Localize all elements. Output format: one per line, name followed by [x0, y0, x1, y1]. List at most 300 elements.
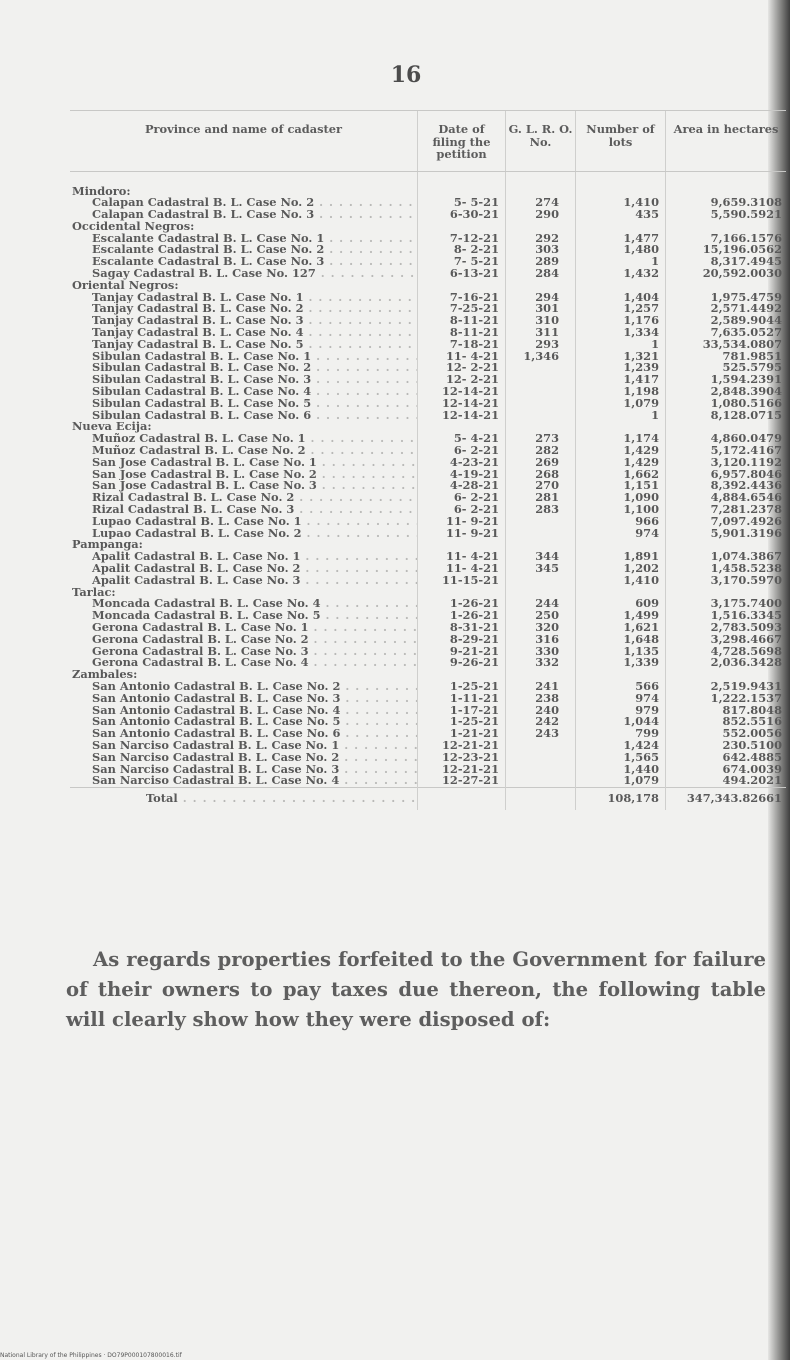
province-name: Nueva Ecija: [72, 421, 152, 434]
cell-name [70, 528, 418, 540]
cell-date: 9-21-21 [418, 646, 506, 658]
cell-name [70, 398, 418, 410]
cell-name [70, 362, 418, 374]
paragraph-text: As regards properties forfeited to the Government for failure of their owners to pay taxes due thereon, the following table will clearly show how they were disposed of: [66, 948, 766, 1031]
cell-glro [506, 775, 576, 787]
cell-date: 1-25-21 [418, 681, 506, 693]
table-row [70, 457, 786, 469]
cell-name [70, 244, 418, 256]
cell-lots: 966 [576, 516, 666, 528]
cadaster-name: Sibulan Cadastral B. L. Case No. 1 . . . [92, 351, 418, 363]
table-row [70, 339, 786, 351]
cell-area: 33,534.0807 [666, 339, 787, 351]
total-lots: 108,178 [576, 788, 666, 811]
cadaster-name: San Antonio Cadastral B. L. Case No. 2 . . . [92, 681, 418, 693]
cadaster-name: Tanjay Cadastral B. L. Case No. 1 . . . [92, 292, 418, 304]
cell-date: 1-25-21 [418, 716, 506, 728]
cell-date: 5- 4-21 [418, 433, 506, 445]
cadaster-name: Tanjay Cadastral B. L. Case No. 5 . . . [92, 339, 418, 351]
cell-glro: 244 [506, 598, 576, 610]
cell-glro: 310 [506, 315, 576, 327]
table-row [70, 480, 786, 492]
table-row [70, 646, 786, 658]
header-date-filing: Date of filing the petition [418, 111, 506, 172]
cell-date: 7- 5-21 [418, 256, 506, 268]
cadaster-name: San Narciso Cadastral B. L. Case No. 3 . . . [92, 764, 418, 776]
cell-lots: 799 [576, 728, 666, 740]
cell-lots: 1,410 [576, 575, 666, 587]
cell-glro: 250 [506, 610, 576, 622]
cell-lots: 1,404 [576, 292, 666, 304]
table-row [70, 563, 786, 575]
cell-glro: 238 [506, 693, 576, 705]
cell-area: 5,901.3196 [666, 528, 787, 540]
province-name: Tarlac: [72, 586, 116, 599]
cadaster-name: San Narciso Cadastral B. L. Case No. 2 . . . [92, 752, 418, 764]
cell-name [70, 646, 418, 658]
cell-area: 230.5100 [666, 740, 787, 752]
cell-date: 1-21-21 [418, 728, 506, 740]
cell-date: 8-31-21 [418, 622, 506, 634]
cell-name [70, 622, 418, 634]
cell-area: 1,975.4759 [666, 292, 787, 304]
cell-glro [506, 740, 576, 752]
cell-lots: 1,174 [576, 433, 666, 445]
cell-name [70, 268, 418, 280]
cell-lots: 1,429 [576, 445, 666, 457]
cell-date: 4-23-21 [418, 457, 506, 469]
cadaster-name: San Narciso Cadastral B. L. Case No. 4 . . . [92, 775, 418, 787]
cell-name [70, 728, 418, 740]
cell-glro: 282 [506, 445, 576, 457]
cell-area: 552.0056 [666, 728, 787, 740]
province-row [70, 539, 786, 551]
province-name: Pampanga: [72, 539, 143, 552]
cell-area: 4,860.0479 [666, 433, 787, 445]
cell-date: 9-26-21 [418, 657, 506, 669]
page-number: 16 [390, 62, 422, 88]
cell-area: 525.5795 [666, 362, 787, 374]
table-row [70, 775, 786, 787]
cell-lots: 1,480 [576, 244, 666, 256]
cell-area: 8,317.4945 [666, 256, 787, 268]
cadaster-name: San Jose Cadastral B. L. Case No. 3 . . . [92, 480, 418, 492]
cell-name [70, 764, 418, 776]
cell-lots: 1,499 [576, 610, 666, 622]
cell-date: 12-27-21 [418, 775, 506, 787]
cell-name [70, 469, 418, 481]
cell-lots: 974 [576, 528, 666, 540]
cell-glro: 292 [506, 233, 576, 245]
table-row [70, 492, 786, 504]
cadaster-name: San Jose Cadastral B. L. Case No. 1 . . . [92, 457, 418, 469]
table-row [70, 681, 786, 693]
cell-area: 1,594.2391 [666, 374, 787, 386]
cadaster-name: Muñoz Cadastral B. L. Case No. 2 . . . [92, 445, 418, 457]
cell-lots: 1,135 [576, 646, 666, 658]
cell-lots: 1,662 [576, 469, 666, 481]
cell-lots: 609 [576, 598, 666, 610]
cell-lots: 1,151 [576, 480, 666, 492]
table-row [70, 303, 786, 315]
province-name: Zambales: [72, 669, 138, 681]
cell-lots: 1,176 [576, 315, 666, 327]
table-row [70, 327, 786, 339]
cell-glro: 293 [506, 339, 576, 351]
cell-name [70, 209, 418, 221]
cell-date: 8-11-21 [418, 315, 506, 327]
cell-name [70, 433, 418, 445]
cadaster-name: Calapan Cadastral B. L. Case No. 2 . . . [92, 197, 418, 209]
cell-name [70, 740, 418, 752]
cadaster-name: Gerona Cadastral B. L. Case No. 2 . . . [92, 634, 418, 646]
cell-glro: 269 [506, 457, 576, 469]
cell-lots: 1,339 [576, 657, 666, 669]
cell-name [70, 504, 418, 516]
cell-glro [506, 410, 576, 422]
cell-lots: 1,079 [576, 398, 666, 410]
cell-name [70, 693, 418, 705]
cell-area: 5,172.4167 [666, 445, 787, 457]
cell-area: 7,166.1576 [666, 233, 787, 245]
cadaster-name: San Antonio Cadastral B. L. Case No. 3 . . . [92, 693, 418, 705]
cell-lots: 1 [576, 256, 666, 268]
cell-glro [506, 575, 576, 587]
cell-date: 1-11-21 [418, 693, 506, 705]
cell-glro: 270 [506, 480, 576, 492]
cell-area: 15,196.0562 [666, 244, 787, 256]
cell-date: 7-18-21 [418, 339, 506, 351]
table-row [70, 268, 786, 280]
province-name: Oriental Negros: [72, 279, 179, 292]
cell-name [70, 716, 418, 728]
cell-area: 817.8048 [666, 705, 787, 717]
table-row [70, 315, 786, 327]
cell-area: 2,589.9044 [666, 315, 787, 327]
cell-name [70, 775, 418, 787]
cell-glro: 301 [506, 303, 576, 315]
cell-lots: 1,321 [576, 351, 666, 363]
cell-glro: 316 [506, 634, 576, 646]
cell-lots: 1,044 [576, 716, 666, 728]
total-label: Total . . . [146, 791, 418, 805]
cell-glro: 241 [506, 681, 576, 693]
cell-glro: 1,346 [506, 351, 576, 363]
cell-lots: 1,090 [576, 492, 666, 504]
cell-glro: 268 [506, 469, 576, 481]
table-header-row [70, 111, 786, 172]
table-row [70, 209, 786, 221]
table-body [70, 171, 786, 810]
cell-date: 5- 5-21 [418, 197, 506, 209]
cadaster-name: Sibulan Cadastral B. L. Case No. 4 . . . [92, 386, 418, 398]
cell-glro: 283 [506, 504, 576, 516]
cell-area: 7,635.0527 [666, 327, 787, 339]
cell-glro [506, 398, 576, 410]
cell-date: 12-21-21 [418, 740, 506, 752]
cell-glro [506, 386, 576, 398]
cell-area: 3,170.5970 [666, 575, 787, 587]
cadaster-name: Apalit Cadastral B. L. Case No. 1 . . . [92, 551, 418, 563]
cell-area: 8,392.4436 [666, 480, 787, 492]
cadaster-name: Sibulan Cadastral B. L. Case No. 3 . . . [92, 374, 418, 386]
cell-date: 8-11-21 [418, 327, 506, 339]
cell-lots: 979 [576, 705, 666, 717]
cell-area: 7,097.4926 [666, 516, 787, 528]
cell-lots: 1,621 [576, 622, 666, 634]
table-row [70, 351, 786, 363]
cell-lots: 1 [576, 339, 666, 351]
cell-glro: 345 [506, 563, 576, 575]
cell-area: 2,571.4492 [666, 303, 787, 315]
table-row [70, 516, 786, 528]
cell-name [70, 386, 418, 398]
table-row [70, 764, 786, 776]
header-glro-no: G. L. R. O. No. [506, 111, 576, 172]
table-row [70, 410, 786, 422]
cell-glro: 320 [506, 622, 576, 634]
cell-lots: 1,334 [576, 327, 666, 339]
table-row [70, 197, 786, 209]
cell-glro: 281 [506, 492, 576, 504]
header-number-of-lots: Number of lots [576, 111, 666, 172]
cell-date: 6- 2-21 [418, 504, 506, 516]
cadaster-name: Gerona Cadastral B. L. Case No. 4 . . . [92, 657, 418, 669]
cell-date: 8-29-21 [418, 634, 506, 646]
cell-date: 4-19-21 [418, 469, 506, 481]
cell-glro: 242 [506, 716, 576, 728]
cell-name [70, 752, 418, 764]
cell-name [70, 492, 418, 504]
cell-lots: 1,239 [576, 362, 666, 374]
cell-lots: 1 [576, 410, 666, 422]
cadaster-name: Lupao Cadastral B. L. Case No. 1 . . . [92, 516, 418, 528]
cadaster-name: Apalit Cadastral B. L. Case No. 2 . . . [92, 563, 418, 575]
cell-lots: 1,648 [576, 634, 666, 646]
cell-lots: 1,440 [576, 764, 666, 776]
cell-area: 6,957.8046 [666, 469, 787, 481]
cadaster-name: Escalante Cadastral B. L. Case No. 2 . . . [92, 244, 418, 256]
cell-area: 3,120.1192 [666, 457, 787, 469]
table-row [70, 598, 786, 610]
cell-name [70, 410, 418, 422]
cell-lots: 1,100 [576, 504, 666, 516]
table-row [70, 433, 786, 445]
table-row [70, 256, 786, 268]
table-spacer [70, 171, 786, 186]
cell-date: 7-25-21 [418, 303, 506, 315]
cell-glro: 332 [506, 657, 576, 669]
cell-date: 12-21-21 [418, 764, 506, 776]
cell-date: 6- 2-21 [418, 492, 506, 504]
table-row [70, 716, 786, 728]
library-footer-tag: National Library of the Philippines · DO79P000107800016.tif [0, 1352, 182, 1359]
cell-lots: 1,432 [576, 268, 666, 280]
cadaster-name: Sagay Cadastral B. L. Case No. 127 . . . [92, 268, 418, 280]
cell-glro: 290 [506, 209, 576, 221]
cell-area: 20,592.0030 [666, 268, 787, 280]
cell-date: 7-16-21 [418, 292, 506, 304]
cell-date: 6- 2-21 [418, 445, 506, 457]
cell-name [70, 327, 418, 339]
cell-date: 12-23-21 [418, 752, 506, 764]
cell-glro: 303 [506, 244, 576, 256]
cell-name [70, 445, 418, 457]
cadaster-name: Tanjay Cadastral B. L. Case No. 2 . . . [92, 303, 418, 315]
cell-area: 3,298.4667 [666, 634, 787, 646]
province-name: Mindoro: [72, 185, 131, 198]
cadaster-name: Gerona Cadastral B. L. Case No. 1 . . . [92, 622, 418, 634]
table-row [70, 752, 786, 764]
province-row [70, 669, 786, 681]
cell-glro [506, 374, 576, 386]
cell-date: 12-14-21 [418, 386, 506, 398]
cell-name [70, 705, 418, 717]
cell-glro: 289 [506, 256, 576, 268]
cadaster-name: San Antonio Cadastral B. L. Case No. 4 . . . [92, 705, 418, 717]
cell-name [70, 681, 418, 693]
cell-lots: 1,424 [576, 740, 666, 752]
cell-glro: 240 [506, 705, 576, 717]
province-row [70, 587, 786, 599]
cell-date: 6-13-21 [418, 268, 506, 280]
table-row [70, 728, 786, 740]
cell-lots: 974 [576, 693, 666, 705]
cell-date: 11- 4-21 [418, 563, 506, 575]
cadaster-name: Gerona Cadastral B. L. Case No. 3 . . . [92, 646, 418, 658]
cell-name [70, 374, 418, 386]
cell-lots: 1,410 [576, 197, 666, 209]
cell-name [70, 575, 418, 587]
table-row [70, 504, 786, 516]
cell-glro: 243 [506, 728, 576, 740]
cell-date: 11- 9-21 [418, 528, 506, 540]
cell-date: 12- 2-21 [418, 362, 506, 374]
cell-lots: 566 [576, 681, 666, 693]
cell-area: 1,222.1537 [666, 693, 787, 705]
table-row [70, 362, 786, 374]
cell-area: 4,884.6546 [666, 492, 787, 504]
cell-lots: 1,429 [576, 457, 666, 469]
table-row [70, 575, 786, 587]
cell-name [70, 551, 418, 563]
cell-glro [506, 528, 576, 540]
table-row [70, 634, 786, 646]
cell-name [70, 339, 418, 351]
table-row [70, 705, 786, 717]
cell-glro [506, 752, 576, 764]
cell-date: 11- 4-21 [418, 351, 506, 363]
cell-date: 1-17-21 [418, 705, 506, 717]
cadaster-name: Sibulan Cadastral B. L. Case No. 5 . . . [92, 398, 418, 410]
cell-name [70, 657, 418, 669]
cell-area: 674.0039 [666, 764, 787, 776]
table-row [70, 622, 786, 634]
table-row [70, 551, 786, 563]
table-row [70, 292, 786, 304]
cell-name [70, 256, 418, 268]
cell-date: 1-26-21 [418, 610, 506, 622]
table-row [70, 374, 786, 386]
cell-lots: 1,891 [576, 551, 666, 563]
cell-date: 11- 4-21 [418, 551, 506, 563]
cell-name [70, 598, 418, 610]
cadaster-name: Calapan Cadastral B. L. Case No. 3 . . . [92, 209, 418, 221]
cell-area: 1,458.5238 [666, 563, 787, 575]
province-row [70, 186, 786, 198]
cadaster-name: Escalante Cadastral B. L. Case No. 3 . . . [92, 256, 418, 268]
cell-lots: 1,477 [576, 233, 666, 245]
cell-name [70, 634, 418, 646]
cadaster-name: Moncada Cadastral B. L. Case No. 4 . . . [92, 598, 418, 610]
cell-name [70, 315, 418, 327]
cell-area: 642.4885 [666, 752, 787, 764]
cadaster-name: Sibulan Cadastral B. L. Case No. 2 . . . [92, 362, 418, 374]
cadaster-name: San Antonio Cadastral B. L. Case No. 5 . . . [92, 716, 418, 728]
cell-lots: 1,565 [576, 752, 666, 764]
cell-glro [506, 764, 576, 776]
cell-area: 5,590.5921 [666, 209, 787, 221]
cell-area: 1,074.3867 [666, 551, 787, 563]
cadaster-name: San Jose Cadastral B. L. Case No. 2 . . . [92, 469, 418, 481]
cadaster-name: Tanjay Cadastral B. L. Case No. 4 . . . [92, 327, 418, 339]
cell-area: 3,175.7400 [666, 598, 787, 610]
cadaster-name: Rizal Cadastral B. L. Case No. 3 . . . [92, 504, 418, 516]
cell-name [70, 351, 418, 363]
table-row [70, 233, 786, 245]
table-row [70, 244, 786, 256]
cell-glro: 330 [506, 646, 576, 658]
cell-glro: 311 [506, 327, 576, 339]
header-province-name: Province and name of cadaster [70, 111, 418, 172]
body-paragraph [66, 945, 766, 1035]
cell-glro: 273 [506, 433, 576, 445]
cell-name [70, 233, 418, 245]
cell-name [70, 457, 418, 469]
cell-lots: 1,417 [576, 374, 666, 386]
cell-glro: 274 [506, 197, 576, 209]
cell-area: 852.5516 [666, 716, 787, 728]
table-row [70, 657, 786, 669]
cell-name [70, 563, 418, 575]
cell-name [70, 516, 418, 528]
cell-area: 1,080.5166 [666, 398, 787, 410]
table-row [70, 528, 786, 540]
cell-area: 9,659.3108 [666, 197, 787, 209]
cell-name [70, 292, 418, 304]
total-row [70, 788, 786, 811]
cadaster-name: Muñoz Cadastral B. L. Case No. 1 . . . [92, 433, 418, 445]
table-row [70, 610, 786, 622]
cell-date: 6-30-21 [418, 209, 506, 221]
cell-area: 8,128.0715 [666, 410, 787, 422]
province-row [70, 221, 786, 233]
cadaster-name: Rizal Cadastral B. L. Case No. 2 . . . [92, 492, 418, 504]
cadaster-name: Apalit Cadastral B. L. Case No. 3 . . . [92, 575, 418, 587]
cadaster-table [70, 110, 786, 810]
cell-date: 12-14-21 [418, 398, 506, 410]
province-row [70, 280, 786, 292]
cell-name [70, 197, 418, 209]
cadaster-name: Moncada Cadastral B. L. Case No. 5 . . . [92, 610, 418, 622]
cadaster-name: Escalante Cadastral B. L. Case No. 1 . . . [92, 233, 418, 245]
cell-area: 7,281.2378 [666, 504, 787, 516]
cell-area: 1,516.3345 [666, 610, 787, 622]
table-row [70, 740, 786, 752]
cell-glro [506, 516, 576, 528]
total-area: 347,343.82661 [666, 788, 787, 811]
cell-date: 12-14-21 [418, 410, 506, 422]
